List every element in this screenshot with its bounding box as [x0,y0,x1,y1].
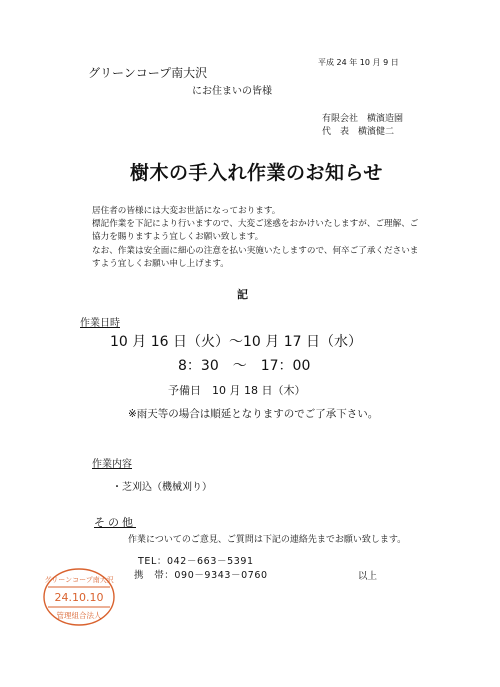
recipient-name: グリーンコープ南大沢 [88,66,208,80]
mobile-number: 携 帯：090－9343－0760 [134,570,268,581]
closing-mark: 以上 [358,571,378,582]
phone-number: TEL：042－663－5391 [138,556,254,567]
reserve-day: 予備日 10 月 18 日（木） [168,384,306,397]
body-paragraph-3: なお、作業は安全面に細心の注意を払い実施いたしますので、何卒ご了承くださいますよう宜しくお願い申し上げます。 [92,245,419,269]
ki-heading: 記 [237,288,248,301]
notice-body [92,205,422,271]
notice-title: 樹木の手入れ作業のお知らせ [130,162,383,184]
issue-date: 平成 24 年 10 月 9 日 [318,58,399,67]
body-paragraph-1: 居住者の皆様には大変お世話になっております。 [92,206,281,216]
work-item: ・芝刈込（機械刈り） [112,482,212,493]
recipient-subtitle: にお住まいの皆様 [192,86,272,97]
company-name: 有限会社 横濱造園 [322,114,404,124]
schedule-dates: 10 月 16 日（火）～10 月 17 日（水） [110,334,362,350]
schedule-heading: 作業日時 [80,318,120,329]
work-heading: 作業内容 [92,459,132,470]
rain-note: ※雨天等の場合は順延となりますのでご了承下さい。 [128,408,379,420]
date-stamp [42,567,116,627]
stamp-date-text: 24.10.10 [54,591,104,604]
stamp-top-text: グリーンコープ南大沢 [44,576,114,584]
representative-name: 代 表 横濱健二 [322,127,395,137]
stamp-bottom-text: 管理組合法人 [56,611,102,620]
schedule-times: 8：30 ～ 17：00 [178,358,311,374]
other-heading: その他 [94,516,136,529]
contact-instructions: 作業についてのご意見、ご質問は下記の連絡先までお願い致します。 [128,535,407,545]
body-paragraph-2: 標記作業を下記により行いますので、大変ご迷惑をおかけいたしますが、ご理解、ご協力を賜りますよう宜しくお願い致します。 [92,219,419,243]
